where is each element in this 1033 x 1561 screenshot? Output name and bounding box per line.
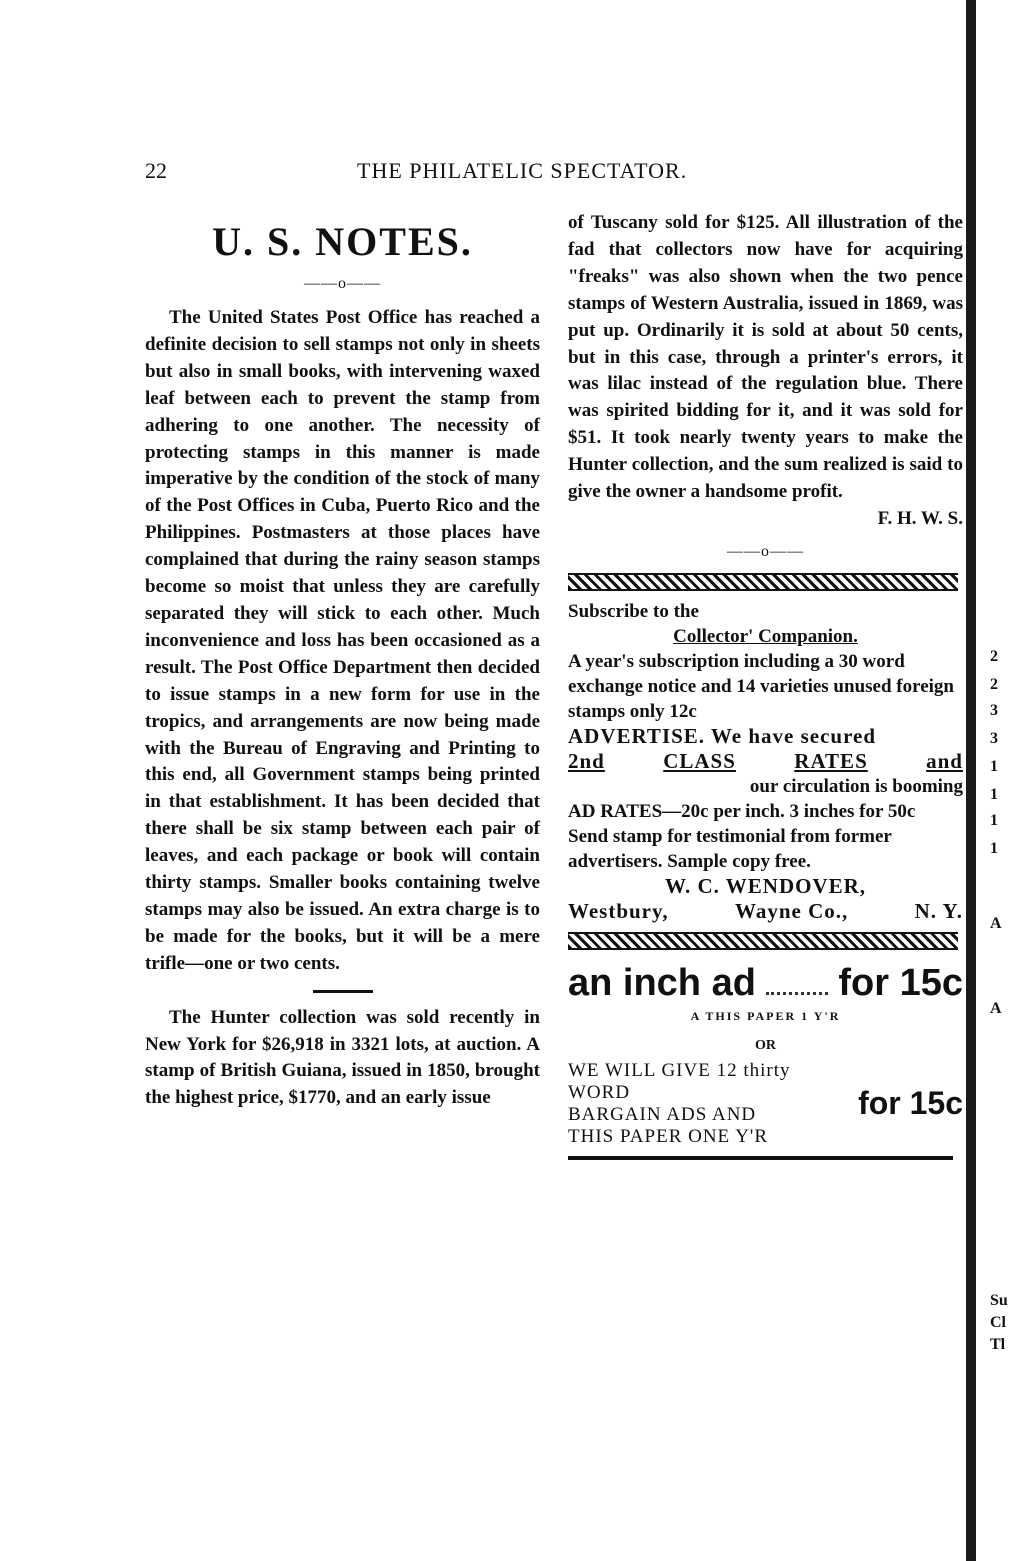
right-column (568, 210, 963, 1160)
page-header (145, 158, 765, 188)
edge-char: 2 (990, 676, 998, 693)
inch-ad-left: an inch ad (568, 961, 756, 1004)
edge-char: A (990, 915, 1002, 932)
section-title: U. S. NOTES. (212, 219, 473, 264)
ad-subscribe-line: Subscribe to the (568, 600, 699, 622)
edge-char: 1 (990, 812, 998, 829)
article-hunter-continued: of Tuscany sold for $125. All illustration of the fad that collectors now have for acquiring "freaks" was also shown when the two pence stamps of Western Australia, issued in 1869, was put up. Ordinarily it is sold at about 50 cents, but in this case, through a printer's errors, it was lilac instead of the regulation blue. There was spirited bidding for it, and it was sold for $51. It took nearly twenty years to make the Hunter collection, and the sum realized is said to give the owner a handsome profit. (568, 212, 963, 503)
bargain-line-1: WE WILL GIVE 12 thirty WORD (568, 1059, 791, 1103)
edge-char: Tl (990, 1336, 1006, 1353)
bargain-ad-offer (568, 1060, 963, 1148)
edge-char: 1 (990, 786, 998, 803)
dot-leader (766, 980, 828, 995)
edge-char: 1 (990, 758, 998, 775)
ad-publisher-name: W. C. WENDOVER, (664, 873, 867, 898)
ad-subscription-offer: A year's subscription including a 30 word exchange notice and 14 varieties unused foreign stamps only 12c (568, 650, 954, 722)
page-edge-rule (966, 0, 976, 1561)
left-column (145, 210, 540, 1112)
article-hunter-collection: The Hunter collection was sold recently in New York for $26,918 in 3321 lots, at auction. A stamp of British Guiana, issued in 1850, brought the highest price, $1770, and an early issue (145, 1006, 540, 1109)
edge-char: 3 (990, 730, 998, 747)
ad-testimonial: Send stamp for testimonial from former advertisers. Sample copy free. (568, 825, 892, 872)
page-number: 22 (145, 158, 167, 183)
running-head: THE PHILATELIC SPECTATOR. (357, 158, 688, 183)
section-divider: ——o—— (304, 275, 381, 292)
ad-address-county: Wayne Co., (734, 898, 849, 923)
ad-rates: AD RATES—20c per inch. 3 inches for 50c (568, 800, 916, 822)
right-divider: ——o—— (727, 542, 804, 560)
ad-advertise-line: ADVERTISE. We have secured (568, 723, 877, 748)
inch-ad-price: for 15c (838, 961, 963, 1004)
collectors-companion-ad (568, 599, 963, 924)
inch-ad-subline: A THIS PAPER 1 Y'R (690, 1008, 841, 1023)
bargain-price: for 15c (858, 1085, 963, 1122)
ad-class-rates-2: CLASS (663, 748, 736, 773)
ornamental-border-bottom (568, 932, 958, 950)
ad-address-town: Westbury, (568, 898, 669, 923)
or-separator: OR (755, 1037, 776, 1053)
ad-circulation: our circulation is booming (749, 775, 963, 797)
author-signature: F. H. W. S. (877, 507, 963, 529)
bargain-ad-text (568, 1060, 848, 1148)
ad-class-rates-4: and (926, 748, 963, 773)
inch-ad-block (568, 962, 963, 1160)
ad-class-rates-1: 2nd (568, 748, 605, 773)
end-rule (568, 1156, 953, 1160)
edge-char: 3 (990, 702, 998, 719)
edge-char: A (990, 1000, 1002, 1017)
edge-char: Su (990, 1292, 1008, 1309)
article-stamp-books: The United States Post Office has reached a definite decision to sell stamps not only in sheets but also in small books, with intervening waxed leaf between each to prevent the stamp from adhering to one another. The necessity of protecting stamps in this manner is made imperative by the condition of the stock of many of the Post Offices in Cuba, Puerto Rico and the Philippines. Postmasters at those places have complained that during the rainy season stamps become so moist that unless they are carefully separated they will stick to each other. Much inconvenience and loss has been occasioned as a result. The Post Office Department then decided to issue stamps in a new form for use in the tropics, and arrangements are now being made with the Bureau of Engraving and Printing to this end, all Government stamps being printed in that establishment. It has been decided that there shall be six stamp between each pair of leaves, and each package or book will contain thirty stamps. Smaller books containing twelve stamps may also be issued. An extra charge is to be made for the books, but it will be a mere trifle—one or two cents. (145, 307, 540, 974)
edge-char: 1 (990, 840, 998, 857)
ad-publisher-address (568, 899, 963, 924)
ornamental-border-top (568, 573, 958, 591)
ad-address-state: N. Y. (914, 898, 963, 923)
bargain-line-3: THIS PAPER ONE Y'R (568, 1125, 769, 1147)
inch-ad-line (568, 962, 963, 1005)
short-rule (313, 990, 373, 993)
bargain-line-2: BARGAIN ADS AND (568, 1103, 757, 1125)
ad-class-rates-3: RATES (794, 748, 868, 773)
adjacent-page-fragments (990, 0, 1030, 1561)
edge-char: Cl (990, 1314, 1006, 1331)
ad-class-rates (568, 749, 963, 774)
ad-publication-name: Collector' Companion. (673, 625, 858, 647)
edge-char: 2 (990, 648, 998, 665)
